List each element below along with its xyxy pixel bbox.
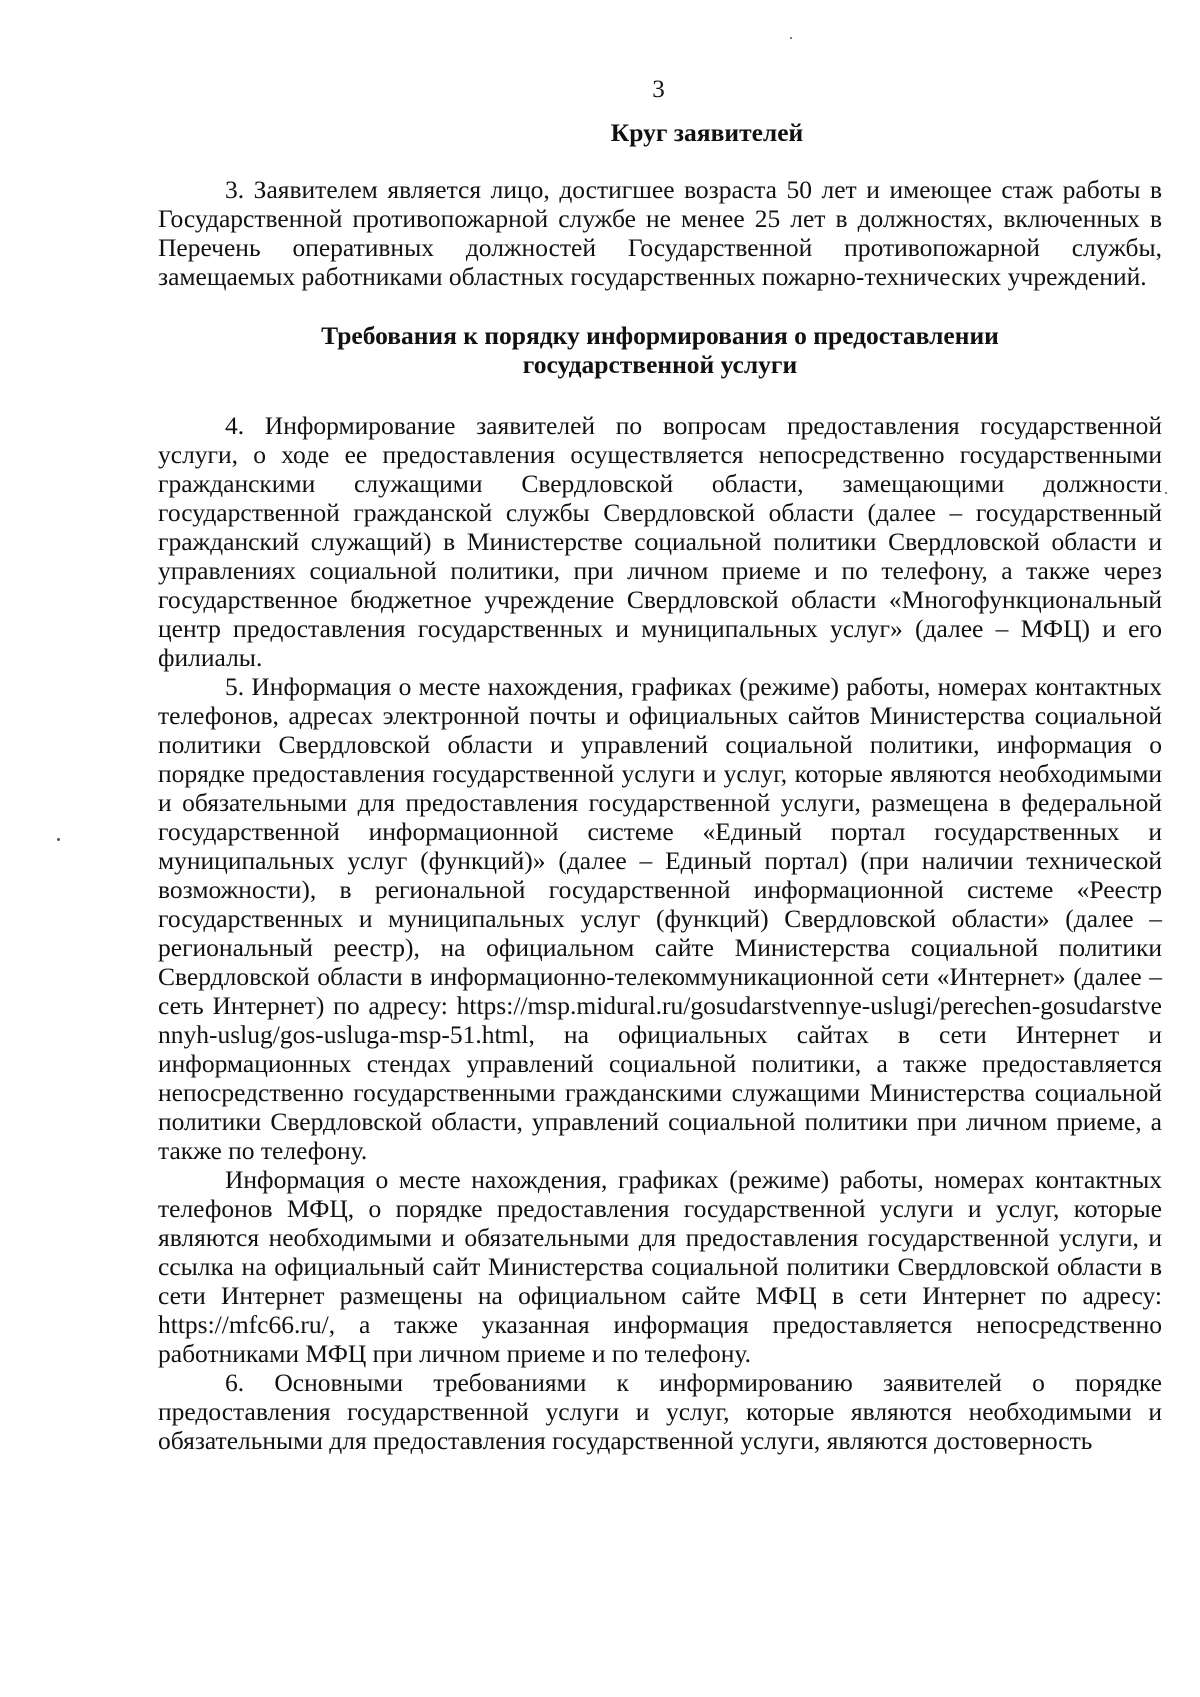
paragraph-3: 3. Заявителем является лицо, достигшее возраста 50 лет и имеющее стаж работы в Государственной противопожарной службе не менее 25 лет в должностях, включенных в Перечень оперативных должностей Государственной противопожарной службы, замещаемых работниками областных государственных пожарно-технических учреждений. — [158, 175, 1162, 291]
paragraph-5-mfc — [158, 1165, 1162, 1368]
paragraph-5 — [158, 672, 1162, 1165]
paragraph-4: 4. Информирование заявителей по вопросам предоставления государственной услуги, о ходе ее предоставления осуществляется непосредственно государственными гражданскими служащими Свердловской области, замещающими должности государственной гражданской службы Свердловской области (далее – государственный гражданский служащий) в Министерстве социальной политики Свердловской области и управлениях социальной политики, при личном приеме и по телефону, а также через государственное бюджетное учреждение Свердловской области «Многофункциональный центр предоставления государственных и муниципальных услуг» (далее – МФЦ) и его филиалы. — [158, 411, 1162, 672]
scan-speck — [790, 37, 792, 39]
section-heading-line-1: Требования к порядку информирования о предоставлении — [321, 321, 999, 350]
scan-speck — [57, 838, 60, 841]
section-heading-line-2: государственной услуги — [522, 350, 798, 379]
document-body — [158, 118, 1162, 1455]
page-number: 3 — [652, 76, 665, 103]
section-heading-applicants: Круг заявителей — [610, 118, 804, 147]
scan-speck — [1165, 492, 1167, 494]
msp-website-url: https://msp.midural.ru/gosudarstvennye-uslugi/perechen-gosudarstvennyh-uslug/gos-usluga-msp-51.html — [158, 991, 1162, 1049]
paragraph-5-text-start: 5. Информация о месте нахождения, графиках (режиме) работы, номерах контактных телефонов, адресах электронной почты и официальных сайтов Министерства социальной политики Свердловской области и управлений социальной политики, информация о порядке предоставления государственной услуги и услуг, которые являются необходимыми и обязательными для предоставления государственной услуги, размещена в федеральной государственной информационной системе «Единый портал государственных и муниципальных услуг (функций)» (далее – Единый портал) (при наличии технической возможности), в региональной государственной информационной системе «Реестр государственных и муниципальных услуг (функций) Свердловской области» (далее – региональный реестр), на официальном сайте Министерства социальной политики Свердловской области в информационно-телекоммуникационной сети «Интернет» (далее – сеть Интернет) по адресу: — [158, 672, 1162, 1020]
section-heading-information-requirements — [158, 321, 1162, 379]
paragraph-6: 6. Основными требованиями к информированию заявителей о порядке предоставления государственной услуги и услуг, которые являются необходимыми и обязательными для предоставления государственной услуги, являются достоверность — [158, 1368, 1162, 1455]
paragraph-5-mfc-text-end: , а также указанная информация предоставляется непосредственно работниками МФЦ при личном приеме и по телефону. — [158, 1310, 1162, 1368]
paragraph-5-mfc-text-start: Информация о месте нахождения, графиках (режиме) работы, номерах контактных телефонов МФЦ, о порядке предоставления государственной услуги и услуг, которые являются необходимыми и обязательными для предоставления государственной услуги, и ссылка на официальный сайт Министерства социальной политики Свердловской области в сети Интернет размещены на официальном сайте МФЦ в сети Интернет по адресу: — [158, 1165, 1162, 1310]
paragraph-5-text-end: , на официальных сайтах в сети Интернет и информационных стендах управлений социальной политики, а также предоставляется непосредственно государственными гражданскими служащими Министерства социальной политики Свердловской области, управлений социальной политики при личном приеме, а также по телефону. — [158, 1020, 1162, 1165]
mfc-website-url: https://mfc66.ru/ — [158, 1310, 329, 1339]
